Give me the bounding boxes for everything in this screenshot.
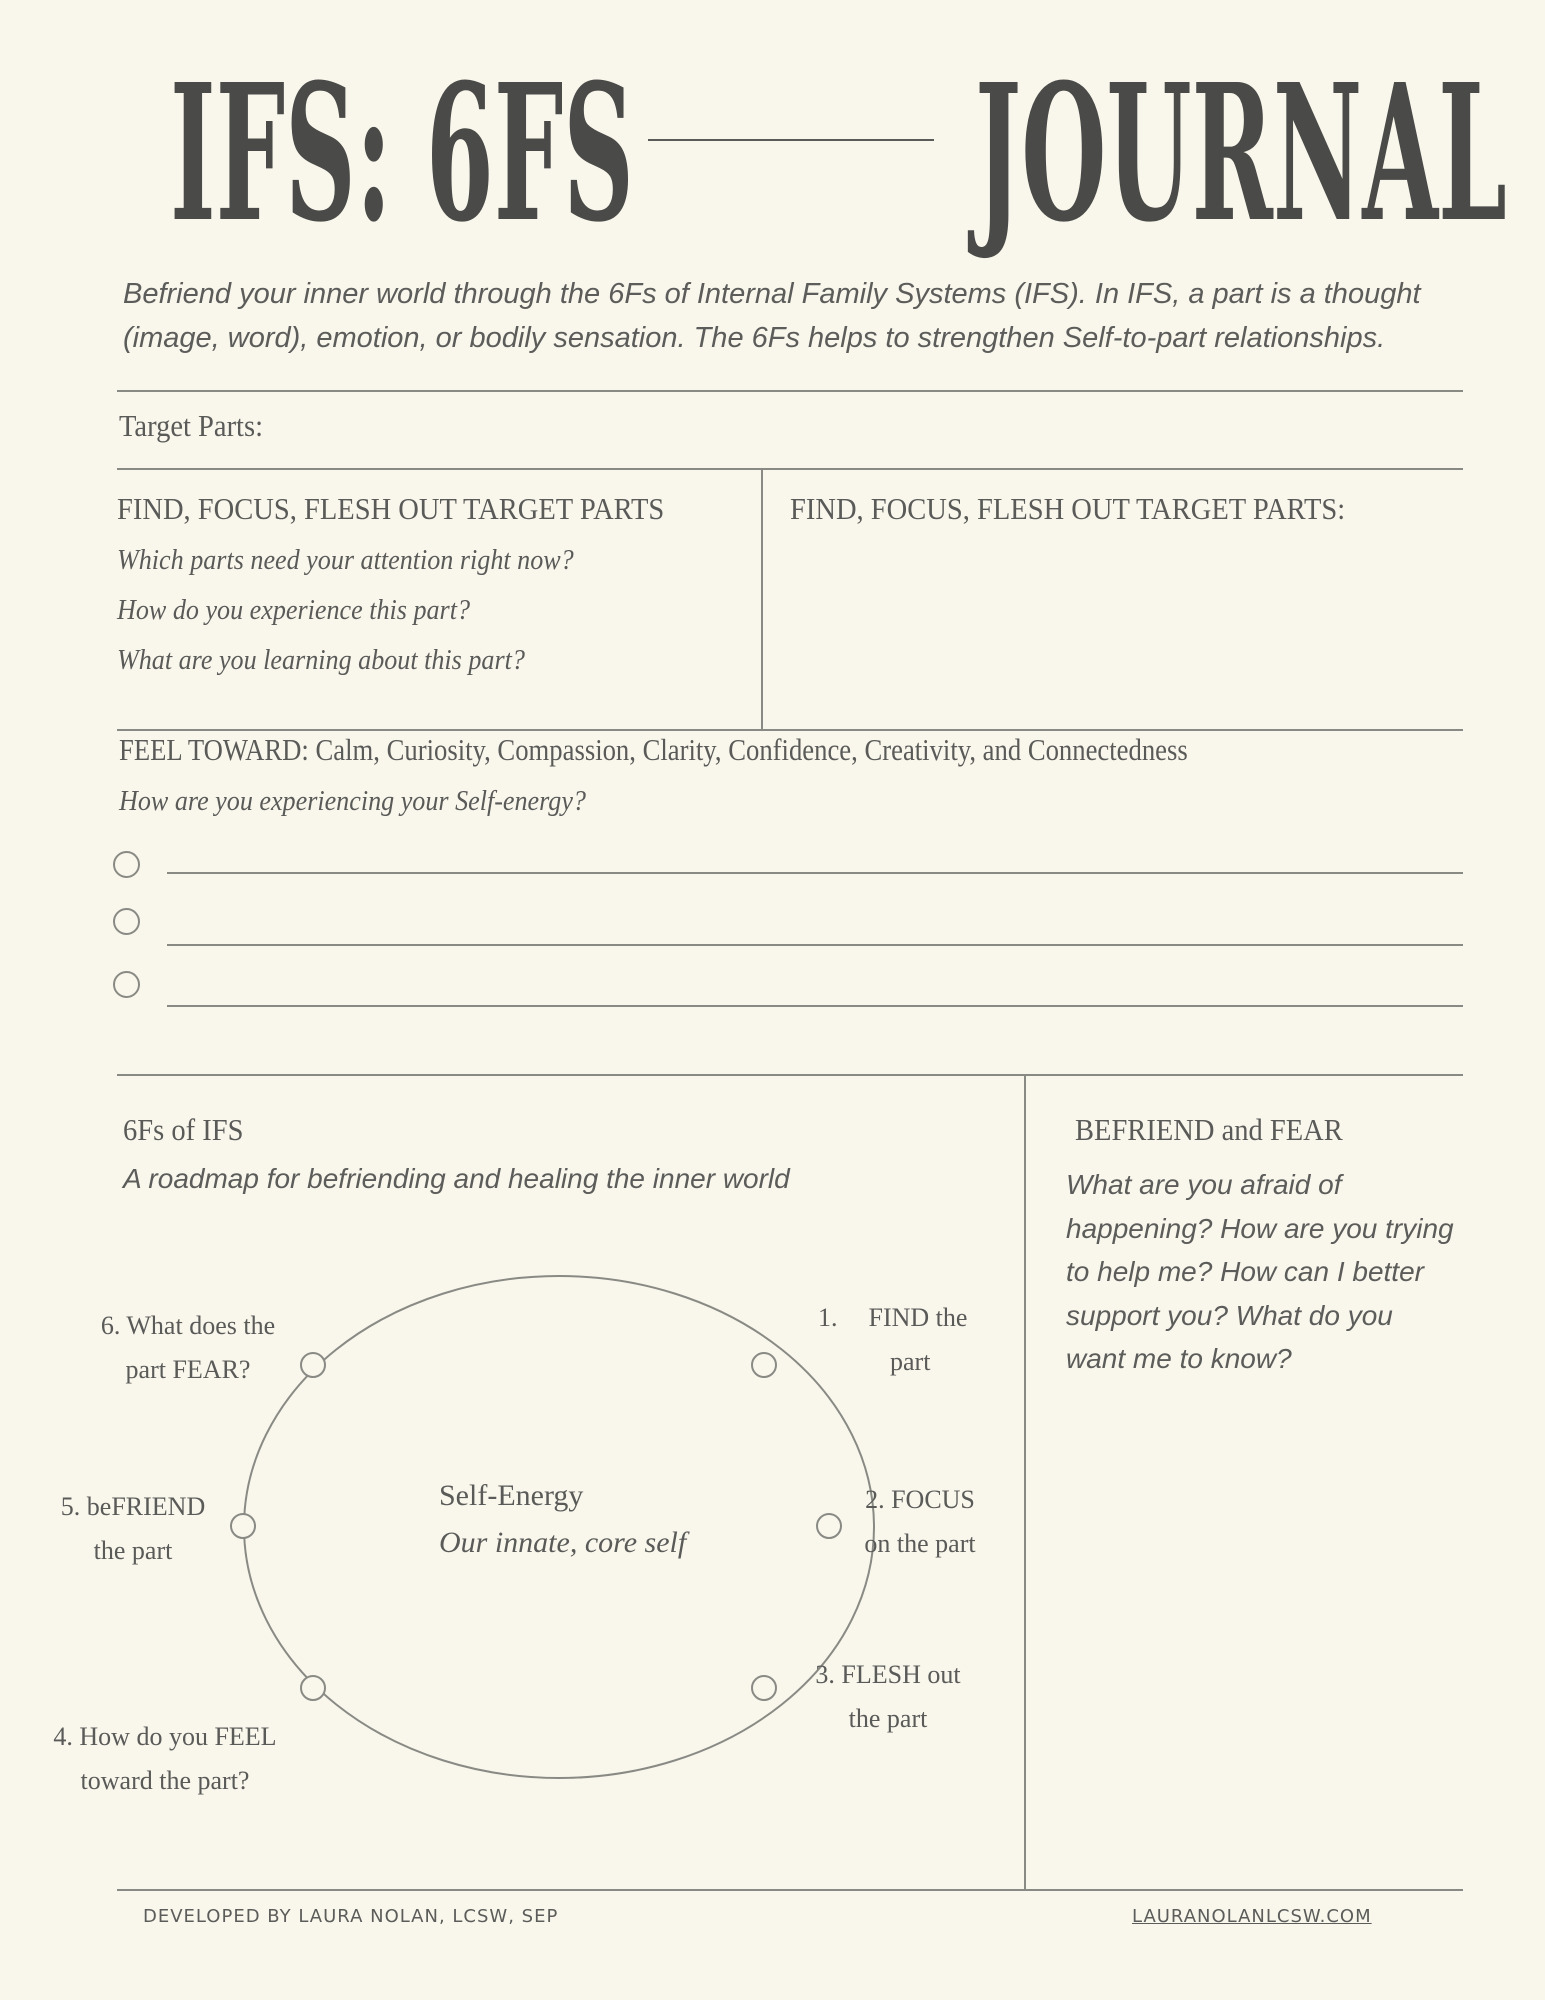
befriend-fear-heading: BEFRIEND and FEAR xyxy=(1075,1112,1343,1147)
target-parts-label: Target Parts: xyxy=(119,408,264,443)
step-node-1 xyxy=(752,1353,776,1377)
self-energy-title: Self-Energy xyxy=(439,1479,584,1512)
step-6-line-2: part FEAR? xyxy=(125,1355,251,1384)
step-node-3 xyxy=(752,1676,776,1700)
step-4-line-2: toward the part? xyxy=(80,1766,250,1795)
befriend-fear-text xyxy=(1066,1163,1454,1381)
feel-question: How are you experiencing your Self-energy? xyxy=(119,785,586,817)
question-1: Which parts need your attention right now? xyxy=(117,544,574,576)
step-3-label xyxy=(808,1653,968,1741)
intro-line-1: Befriend your inner world through the 6Fs of Internal Family Systems (IFS). In IFS, a part is a thought xyxy=(123,278,1421,310)
step-2-label xyxy=(858,1478,982,1566)
footer-website-link[interactable]: LAURANOLANLCSW.COM xyxy=(1132,1906,1372,1927)
step-node-6 xyxy=(301,1353,325,1377)
step-2-line-1: 2. FOCUS xyxy=(865,1485,975,1514)
befriend-line-1: What are you afraid of xyxy=(1066,1169,1342,1200)
step-1-number: 1. xyxy=(818,1303,838,1332)
step-2-line-2: on the part xyxy=(864,1529,976,1558)
title-ifs-6fs: IFS: 6FS xyxy=(170,43,634,264)
step-5-label xyxy=(50,1485,216,1573)
step-3-line-2: the part xyxy=(848,1704,928,1733)
step-node-4 xyxy=(301,1676,325,1700)
step-4-line-1: 4. How do you FEEL xyxy=(53,1722,277,1751)
step-1-line-1: FIND the xyxy=(868,1303,968,1332)
intro-line-2: (image, word), emotion, or bodily sensation. The 6Fs helps to strengthen Self-to-part relationships. xyxy=(123,322,1386,354)
feel-toward-heading: FEEL TOWARD: Calm, Curiosity, Compassion, Clarity, Confidence, Creativity, and Connectedness xyxy=(119,732,1188,767)
question-2: How do you experience this part? xyxy=(117,594,471,626)
title-journal: JOURNAL xyxy=(975,43,1507,264)
step-node-5 xyxy=(231,1514,255,1538)
step-1-label xyxy=(818,1296,967,1384)
find-focus-heading-right: FIND, FOCUS, FLESH OUT TARGET PARTS: xyxy=(790,491,1346,526)
step-5-line-1: 5. beFRIEND xyxy=(60,1492,206,1521)
befriend-line-3: to help me? How can I better xyxy=(1066,1256,1424,1287)
befriend-line-2: happening? How are you trying xyxy=(1066,1212,1454,1244)
footer-divider xyxy=(117,1889,1463,1891)
question-3: What are you learning about this part? xyxy=(117,644,525,676)
befriend-line-4: support you? What do you xyxy=(1066,1299,1393,1331)
step-5-line-2: the part xyxy=(93,1536,173,1565)
step-node-2 xyxy=(817,1514,841,1538)
befriend-line-5: want me to know? xyxy=(1066,1343,1292,1374)
find-focus-heading-left: FIND, FOCUS, FLESH OUT TARGET PARTS xyxy=(117,491,665,526)
roadmap-subtitle: A roadmap for befriending and healing the inner world xyxy=(123,1163,790,1194)
step-1-line-2: part xyxy=(890,1347,931,1376)
roadmap-title: 6Fs of IFS xyxy=(123,1112,244,1147)
step-4-label xyxy=(40,1715,290,1803)
self-energy-center xyxy=(439,1471,686,1565)
step-6-label xyxy=(88,1304,288,1392)
self-energy-subtitle: Our innate, core self xyxy=(439,1526,687,1559)
step-6-line-1: 6. What does the xyxy=(100,1311,276,1340)
step-3-line-1: 3. FLESH out xyxy=(815,1660,961,1689)
footer-credit: DEVELOPED BY LAURA NOLAN, LCSW, SEP xyxy=(143,1906,559,1927)
